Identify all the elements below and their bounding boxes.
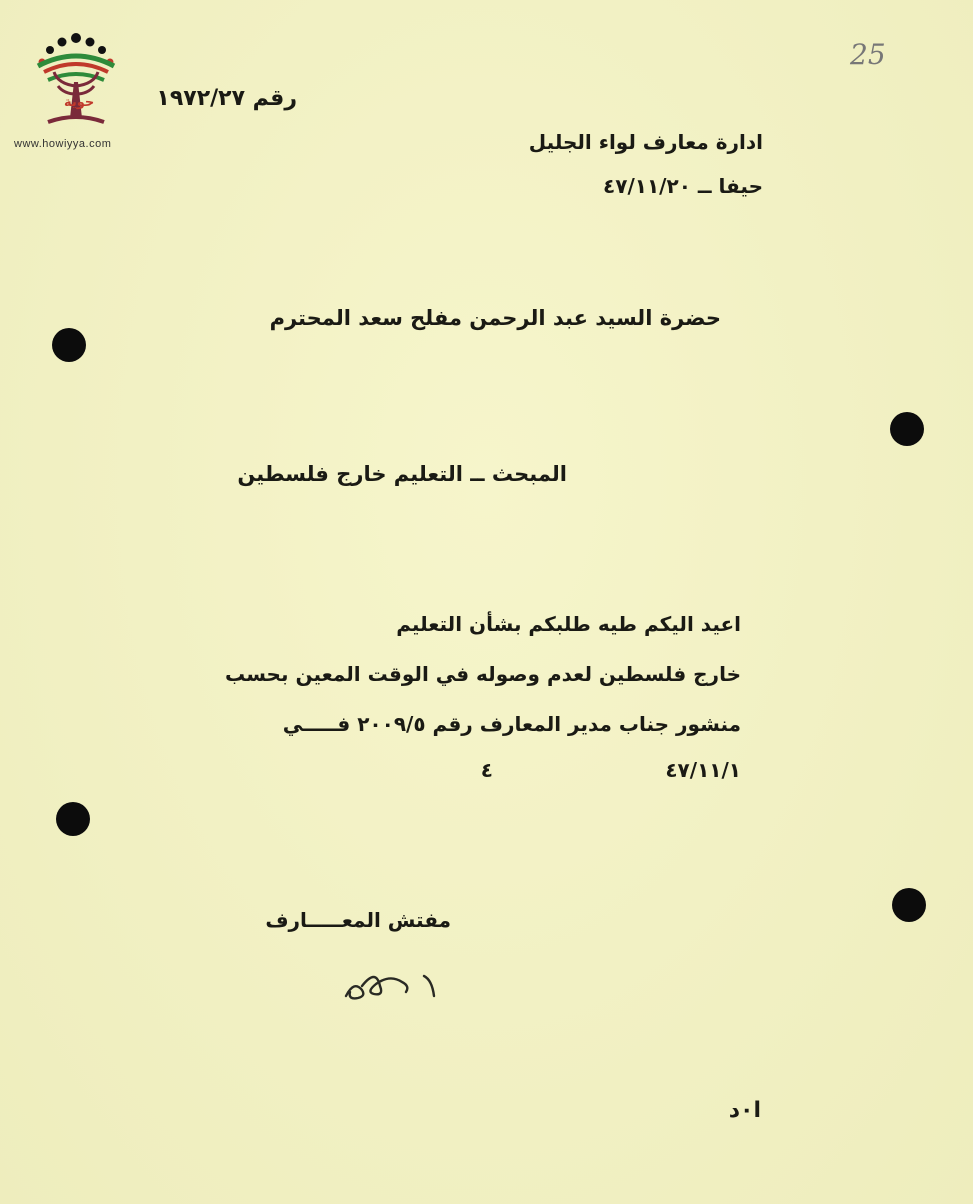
page-number: 25 (850, 38, 886, 71)
handwritten-signature (336, 956, 456, 1004)
punch-hole (56, 802, 90, 836)
logo-text: حوية (64, 95, 95, 110)
body-line-1: اعيد اليكم طيه طلبكم بشأن التعليم (396, 612, 741, 636)
punch-hole (892, 888, 926, 922)
reference-number: رقم ١٩٧٢/٢٧ (156, 86, 297, 111)
office-name: ادارة معارف لواء الجليل (528, 130, 763, 154)
body-line-4: ٤٧/١١/١ (665, 758, 741, 782)
addressee: حضرة السيد عبد الرحمن مفلح سعد المحترم (269, 306, 721, 330)
place-date: حيفا ــ ٤٧/١١/٢٠ (603, 174, 763, 198)
body-mark: ٤ (480, 758, 493, 782)
logo-url: www.howiyya.com (14, 138, 112, 150)
subject-line: المبحث ــ التعليم خارج فلسطين (237, 462, 567, 486)
body-line-3: منشور جناب مدير المعارف رقم ٢٠٠٩/٥ فـــــي (282, 712, 741, 736)
punch-hole (52, 328, 86, 362)
howiyya-logo (28, 22, 124, 132)
signer-title: مفتش المعـــــارف (265, 908, 451, 932)
initials: ا٠د (728, 1098, 761, 1123)
punch-hole (890, 412, 924, 446)
body-line-2: خارج فلسطين لعدم وصوله في الوقت المعين بحسب (225, 662, 741, 686)
